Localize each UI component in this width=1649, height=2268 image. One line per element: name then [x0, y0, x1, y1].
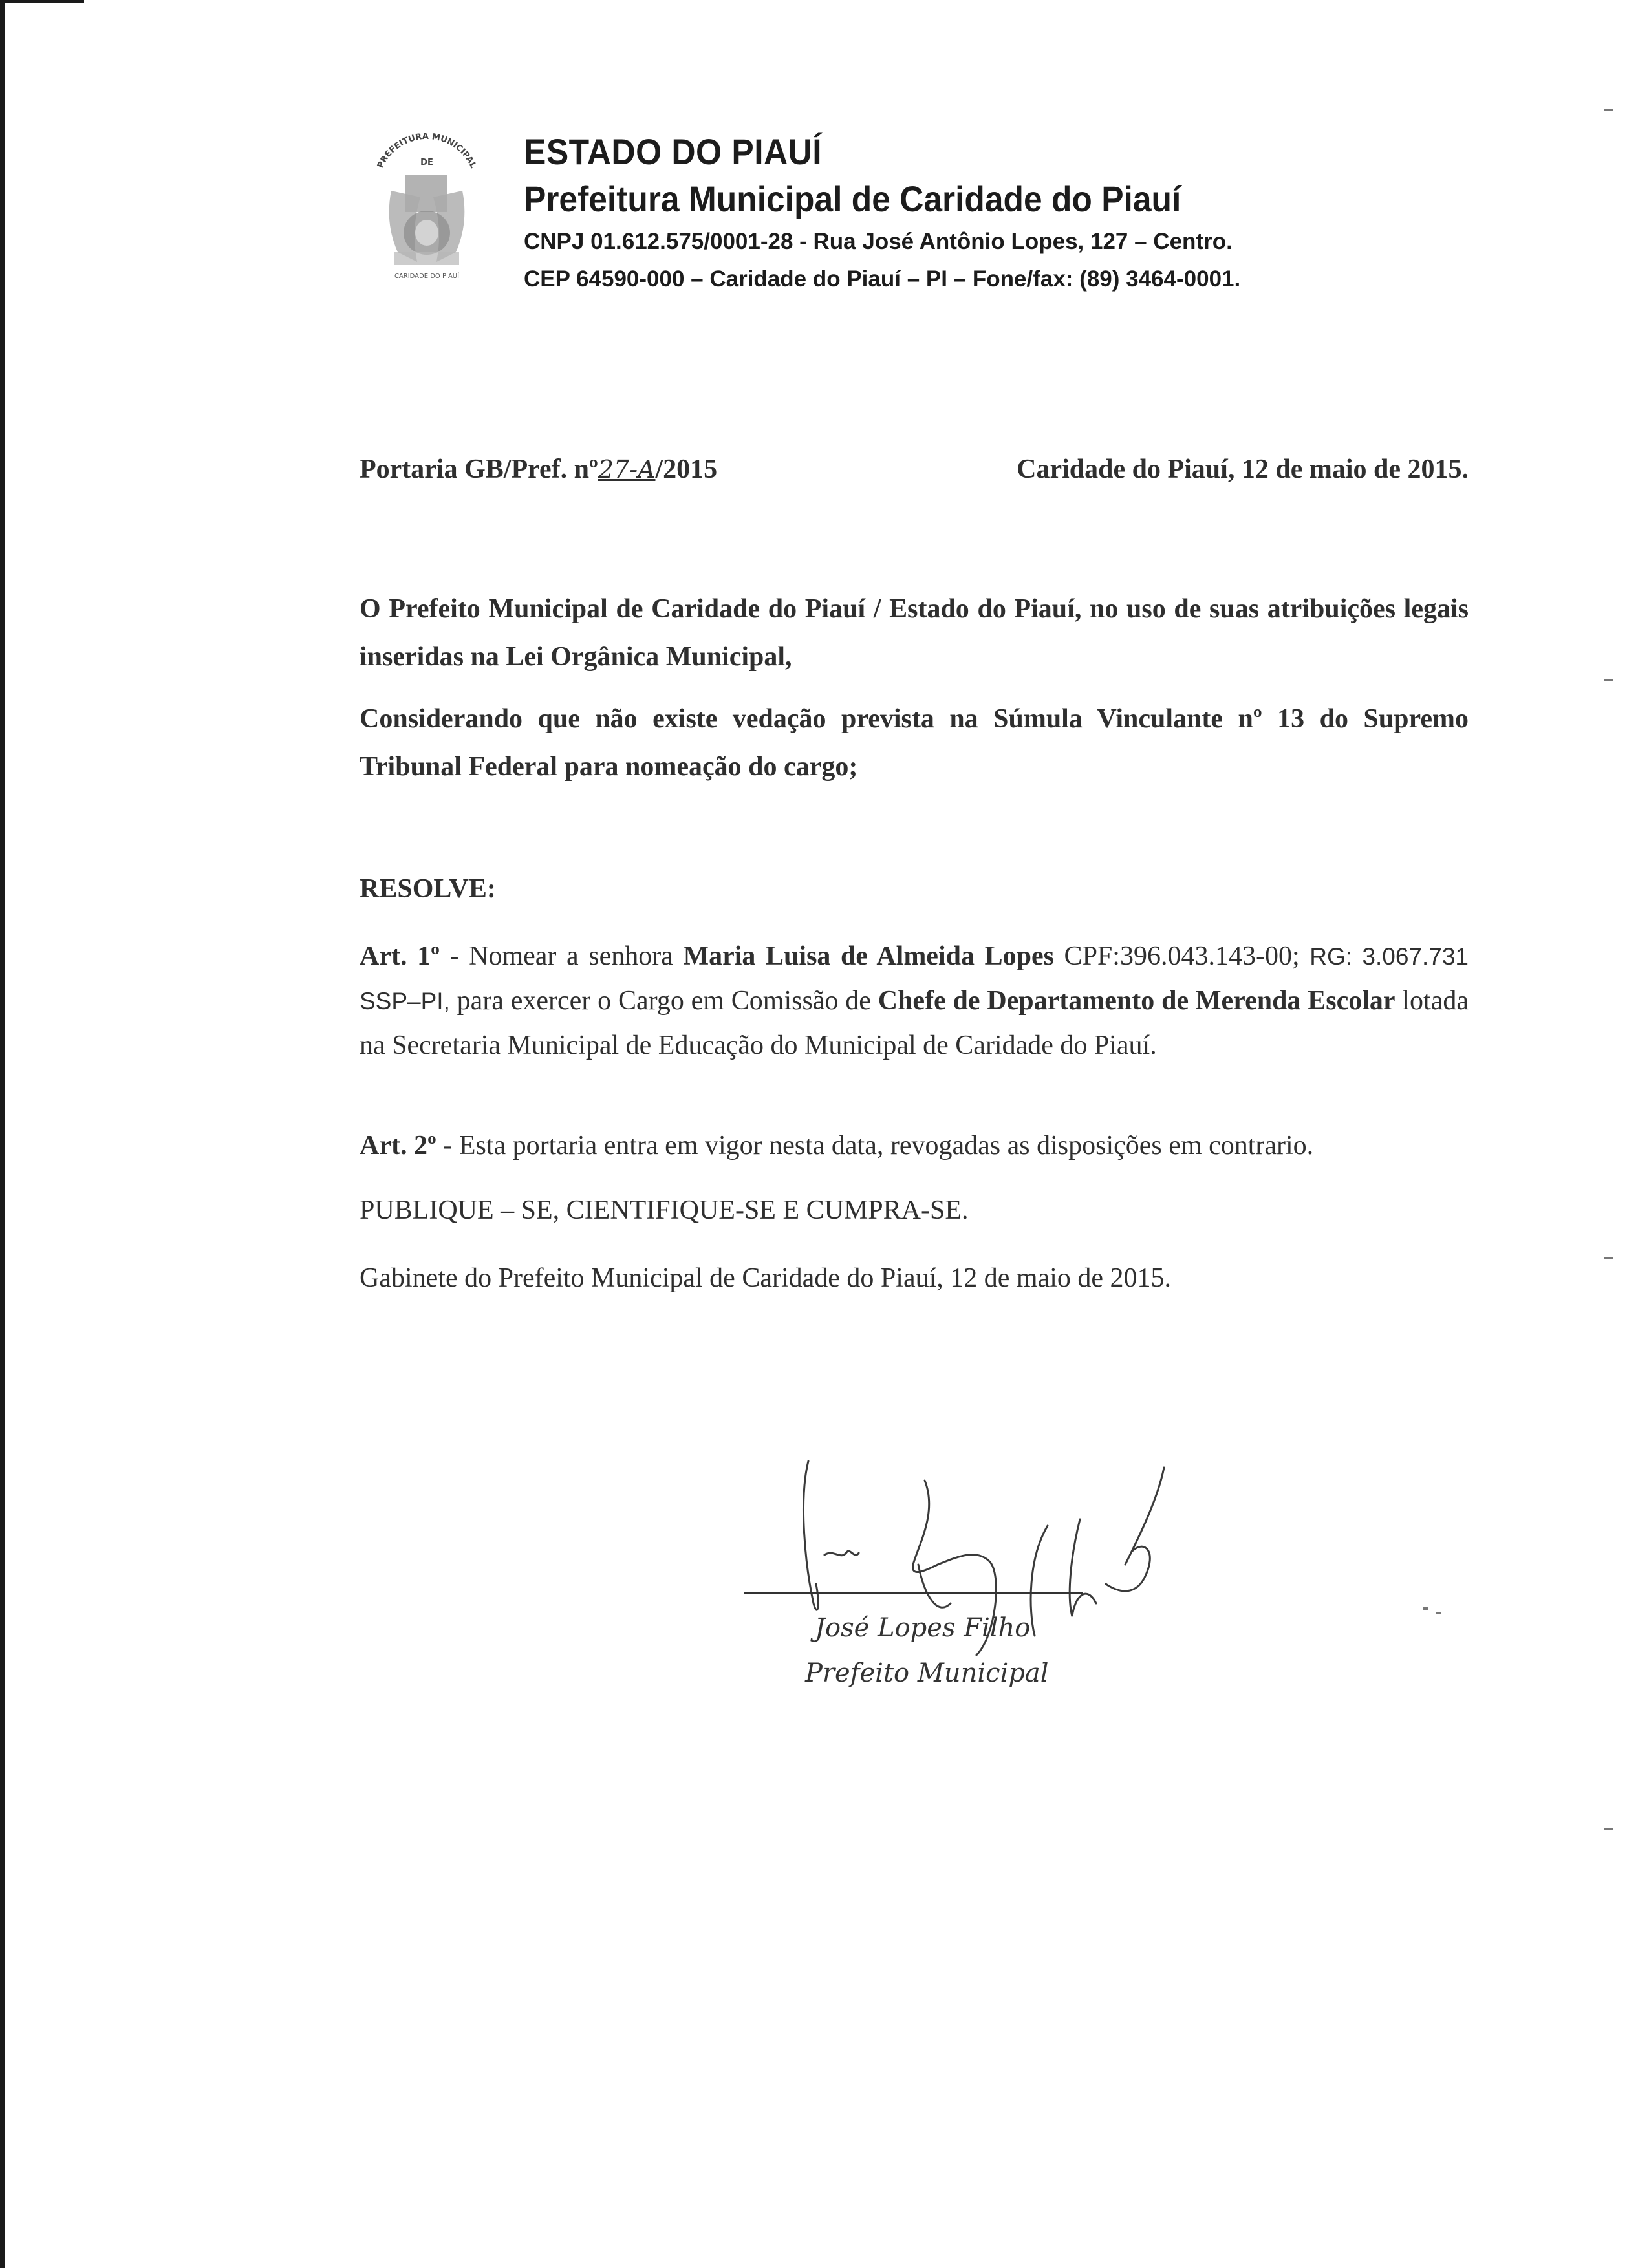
appointee-name: Maria Luisa de Almeida Lopes [683, 941, 1054, 971]
svg-text:DE: DE [420, 158, 433, 167]
svg-text:CARIDADE DO PIAUÍ: CARIDADE DO PIAUÍ [394, 273, 460, 280]
considerando-paragraph: Considerando que não existe vedação prevista na Súmula Vinculante nº 13 do Supremo Tribunal Federal para nomeação do cargo; [360, 704, 1469, 782]
article-2 [360, 1122, 1469, 1170]
article-1-label: Art. 1º [360, 941, 440, 971]
portaria-prefix: Portaria GB/Pref. nº [360, 455, 598, 484]
municipal-seal-logo [365, 126, 488, 301]
portaria-number-handwritten: 27-A [598, 455, 656, 484]
scan-border-top [0, 0, 84, 3]
scan-speck [1604, 109, 1613, 111]
article-2-text: - Esta portaria entra em vigor nesta data, revogadas as disposições em contrario. [436, 1131, 1314, 1161]
letterhead-state: ESTADO DO PIAUÍ [524, 131, 823, 172]
article-1-text-d: lotada na Secretaria Municipal de Educação do Municipal de Caridade do Piauí. [360, 986, 1469, 1060]
svg-text:PREFEITURA MUNICIPAL: PREFEITURA MUNICIPAL [375, 131, 479, 170]
letterhead [524, 129, 1240, 299]
signatory-name: José Lopes Filho [815, 1613, 1031, 1643]
article-1 [360, 934, 1469, 1067]
signature-line [744, 1592, 1083, 1594]
appointed-role: Chefe de Departamento de Merenda Escolar [878, 986, 1396, 1016]
letterhead-city-hall: Prefeitura Municipal de Caridade do Piauí [524, 178, 1181, 219]
article-1-text-a: - Nomear a senhora [439, 941, 684, 971]
scan-speck [1423, 1607, 1428, 1610]
article-2-label: Art. 2º [360, 1131, 436, 1161]
publique-line: PUBLIQUE – SE, CIENTIFIQUE-SE E CUMPRA-SE. [360, 1195, 969, 1225]
scan-border-left [0, 0, 5, 2268]
portaria-header [360, 454, 1469, 485]
letterhead-address-line1: CNPJ 01.612.575/0001-28 - Rua José Antônio Lopes, 127 – Centro. [524, 229, 1233, 254]
intro-paragraph: O Prefeito Municipal de Caridade do Piauí / Estado do Piauí, no uso de suas atribuições legais inseridas na Lei Orgânica Municipal, [360, 594, 1469, 672]
article-1-rg: RG: 3.067.731 SSP–PI, [360, 943, 1469, 1014]
scan-speck [1604, 679, 1613, 681]
portaria-number-line [360, 454, 717, 485]
scan-speck [1604, 1257, 1613, 1259]
article-1-cpf: CPF:396.043.143-00; [1053, 941, 1310, 971]
letterhead-address-line2: CEP 64590-000 – Caridade do Piauí – PI – Fone/fax: (89) 3464-0001. [524, 266, 1241, 292]
signatory-title: Prefeito Municipal [805, 1658, 1049, 1688]
portaria-suffix: /2015 [655, 455, 718, 484]
article-1-text-c: para exercer o Cargo em Comissão de [449, 986, 878, 1016]
scan-speck [1436, 1612, 1441, 1614]
resolve-heading: RESOLVE: [360, 874, 496, 904]
scan-speck [1604, 1828, 1613, 1830]
portaria-place-date: Caridade do Piauí, 12 de maio de 2015. [1017, 455, 1469, 484]
gabinete-line: Gabinete do Prefeito Municipal de Caridade do Piauí, 12 de maio de 2015. [360, 1263, 1172, 1293]
